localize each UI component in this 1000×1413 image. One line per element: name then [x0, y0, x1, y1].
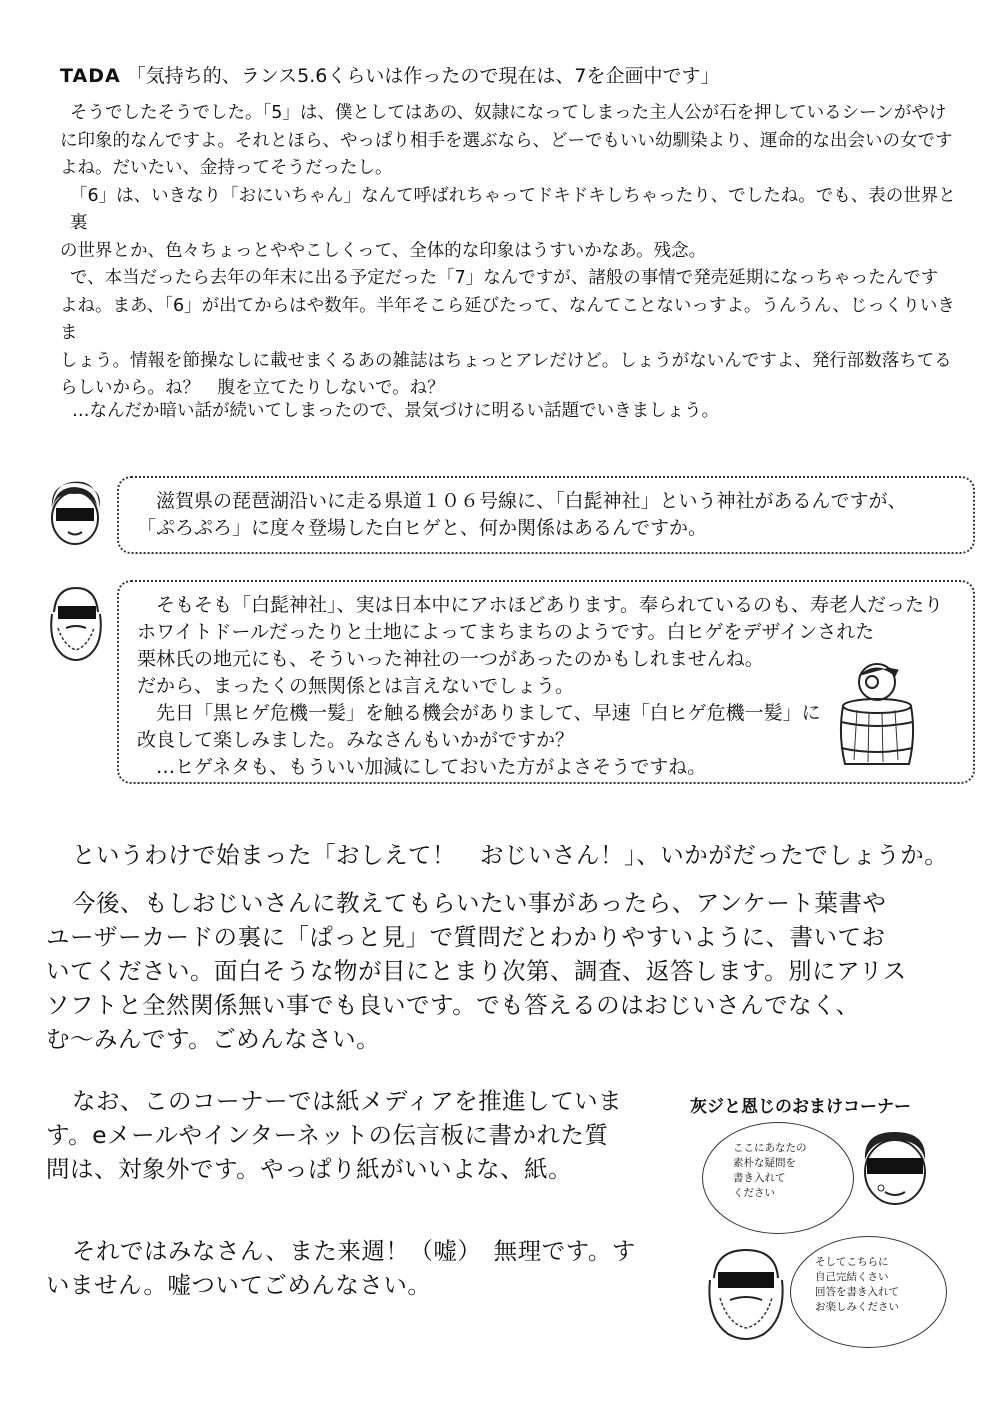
bonus-bubble-line: お楽しみください [815, 1301, 899, 1313]
media-line: 問は、対象外です。やっぱり紙がいいよな、紙。 [46, 1155, 573, 1183]
bonus-speech-bubble-answer [790, 1236, 947, 1348]
intro-line: よね。だいたい、金持ってそうだったし。 [60, 158, 393, 178]
answer-line: 先日「黒ヒゲ危機一髪」を触る機会がありまして、早速「白ヒゲ危機一髪」に [156, 702, 821, 724]
intro-line: らしいから。ね？ 腹を立てたりしないで。ね？ [60, 378, 445, 398]
question-line: 滋賀県の琵琶湖沿いに走る県道１０６号線に、「白髭神社」という神社があるんですが、 [156, 490, 907, 512]
answer-line: ホワイトドールだったりと土地によってまちまちのようです。白ヒゲをデザインされた [137, 621, 875, 643]
closing-intro: というわけで始まった「おしえて！ おじいさん！」、いかがだったでしょうか。 [72, 841, 949, 869]
bonus-questioner-face-icon [855, 1126, 935, 1210]
bonus-corner-title: 灰ジと恩じのおまけコーナー [690, 1097, 911, 1117]
intro-line: そうでしたそうでした。「5」は、僕としてはあの、奴隷になってしまった主人公が石を押しているシーンがやけ [70, 103, 947, 123]
transition-line: …なんだか暗い話が続いてしまったので、景気づけに明るい話題でいきましょう。 [72, 401, 720, 421]
intro-line: 「6」は、いきなり「おにいちゃん」なんて呼ばれちゃってドキドキしちゃったり、でしたね。でも、表の世界と裏 [70, 185, 956, 233]
intro-text [60, 100, 965, 403]
answer-line: 栗林氏の地元にも、そういった神社の一つがあったのかもしれませんね。 [137, 648, 764, 670]
intro-line: しょう。情報を節操なしに載せまくるあの雑誌はちょっとアレだけど。しょうがないんですよ、発行部数落ちてる [60, 350, 952, 371]
intro-line: よね。まあ、「6」が出てからはや数年。半年そこら延びたって、なんてことないっすよ。うんうん、じっくりいきま [60, 295, 955, 343]
answer-line: そもそも「白髭神社」、実は日本中にアホほどあります。奉られているのも、寿老人だったり [156, 594, 943, 616]
question-line: 「ぷろぷろ」に度々登場した白ヒゲと、何か関係はあるんですか。 [137, 517, 708, 539]
media-paragraph [46, 1084, 622, 1186]
farewell-paragraph [46, 1234, 636, 1302]
media-line: す。eメールやインターネットの伝言板に書かれた質 [46, 1121, 609, 1149]
closing-paragraph [46, 886, 946, 1056]
intro-line: に印象的なんですよ。それとほら、やっぱり相手を選ぶなら、どーでもいい幼馴染より、運命的な出会いの女です [60, 130, 953, 151]
bonus-bubble-line: 回答を書き入れて [815, 1286, 899, 1298]
closing-line: む～みんです。ごめんなさい。 [46, 1025, 381, 1053]
bonus-bubble-line: ここにあなたの [733, 1142, 807, 1154]
closing-line: いてください。面白そうな物が目にとまり次第、調査、返答します。別にアリス [46, 957, 907, 985]
bonus-old-man-face-icon [700, 1244, 792, 1344]
intro-line: で、本当だったら去年の年末に出る予定だった「7」なんですが、諸般の事情で発売延期になっちゃったんです [70, 268, 939, 288]
question-bubble [117, 476, 975, 554]
bonus-speech-bubble-question [702, 1122, 854, 1234]
section-heading [60, 62, 719, 90]
bonus-bubble-line: 素朴な疑問を [733, 1157, 796, 1169]
bonus-bubble-line: そしてこちらに [815, 1256, 889, 1268]
questioner-face-icon [44, 478, 106, 548]
intro-line: の世界とか、色々ちょっとややこしくって、全体的な印象はうすいかなあ。残念。 [60, 240, 707, 261]
answer-line: だから、まったくの無関係とは言えないでしょう。 [137, 675, 575, 697]
barrel-pirate-illustration [832, 660, 922, 770]
farewell-line: それではみなさん、また来週！（嘘） 無理です。す [72, 1237, 636, 1265]
bonus-bubble-line: ください [733, 1187, 775, 1199]
answer-line: 改良して楽しみました。みなさんもいかがですか？ [137, 729, 575, 751]
farewell-line: いません。嘘ついてごめんなさい。 [46, 1271, 432, 1299]
bonus-bubble-line: 自己完結くさい [815, 1271, 889, 1283]
speaker-name: TADA [60, 65, 121, 87]
old-man-face-icon [44, 584, 108, 664]
closing-line: 今後、もしおじいさんに教えてもらいたい事があったら、アンケート葉書や [72, 889, 887, 917]
answer-line: …ヒゲネタも、もういい加減にしておいた方がよさそうですね。 [156, 756, 707, 778]
closing-line: ソフトと全然関係無い事でも良いです。でも答えるのはおじいさんでなく、 [46, 991, 860, 1019]
media-line: なお、このコーナーでは紙メディアを推進していま [72, 1087, 623, 1115]
closing-line: ユーザーカードの裏に「ぱっと見」で質問だとわかりやすいように、書いてお [46, 923, 886, 951]
bonus-bubble-line: 書き入れて [733, 1172, 786, 1184]
speaker-quote: 「気持ち的、ランス5.6くらいは作ったので現在は、7を企画中です」 [126, 65, 720, 87]
